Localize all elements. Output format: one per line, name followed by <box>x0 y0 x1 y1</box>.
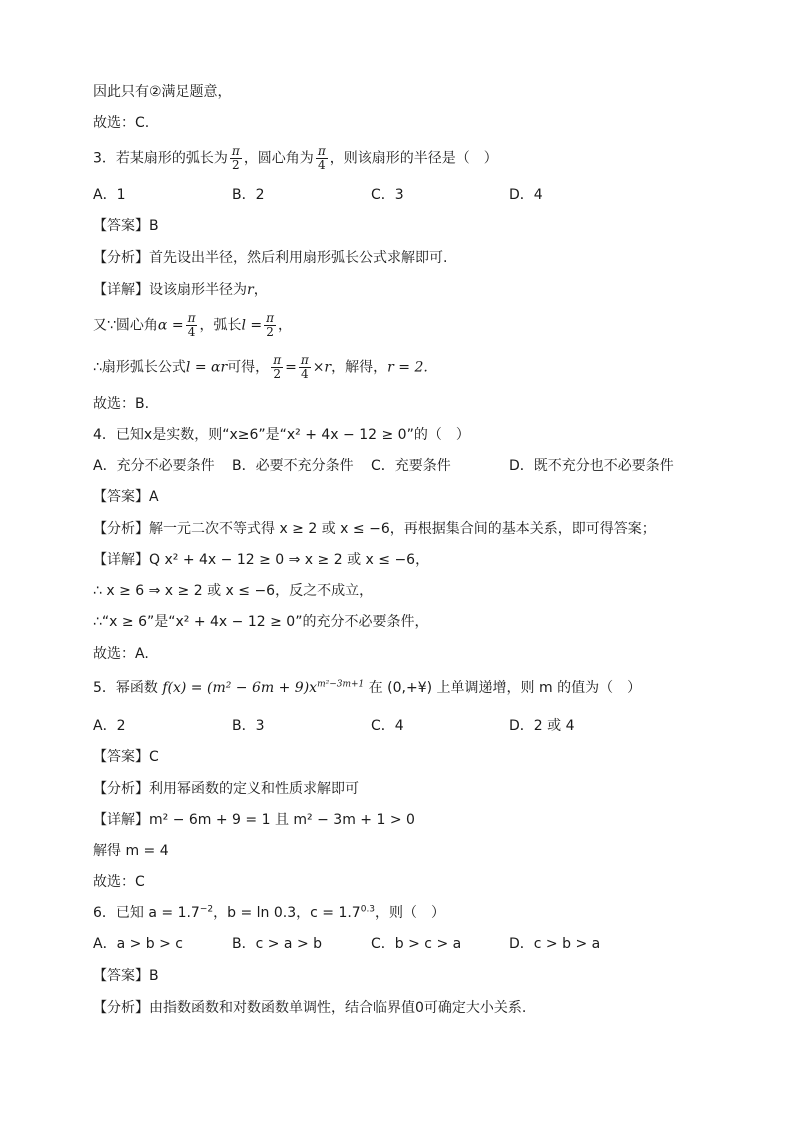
question-6-stem: 6．已知 $a = 1.7^{-2}$，b = ln 0.3，$c = 1.7^{0.3}$，则（ ） <box>93 904 446 921</box>
q4-option-c: C．充要条件 <box>371 458 451 474</box>
q6-option-c: C．b > c > a <box>371 936 462 952</box>
q5-detail: 【详解】m² − 6m + 9 = 1 且 m² − 3m + 1 > 0 <box>93 812 415 828</box>
q5-option-a: A．2 <box>93 718 126 734</box>
q3-detail-line2: 又∵圆心角α = $\frac{\pi}{4}$ ，弧长l = $\frac{\pi}{2}$ ， <box>93 311 293 339</box>
question-5-stem: 5．幂函数 $f(x) = (m^2 - 6m + 9)x^{m^2-3m+1}$ 在 (0,+¥) 上单调递增，则 m 的值为（ ） <box>93 679 642 696</box>
q5-choose: 故选：C <box>93 874 145 890</box>
q6-analysis: 【分析】由指数函数和对数函数单调性，结合临界值0可确定大小关系. <box>93 1000 527 1016</box>
q4-detail-line3: ∴“x ≥ 6”是“x² + 4x − 12 ≥ 0”的充分不必要条件， <box>93 614 429 630</box>
q5-analysis: 【分析】利用幂函数的定义和性质求解即可 <box>93 781 359 797</box>
q4-option-a: A．充分不必要条件 <box>93 458 215 474</box>
q5-answer: 【答案】C <box>93 749 159 765</box>
q6-answer: 【答案】B <box>93 968 159 984</box>
q4-option-d: D．既不充分也不必要条件 <box>509 458 674 474</box>
q3-detail-line3: ∴扇形弧长公式l = αr可得， $\frac{\pi}{2}$ = $\frac{\pi}{4}$ ×r，解得，r = 2. <box>93 353 428 381</box>
q4-choose: 故选：A. <box>93 646 149 662</box>
q4-detail: 【详解】Q x² + 4x − 12 ≥ 0 ⇒ x ≥ 2 或 x ≤ −6， <box>93 552 430 568</box>
q3-choose: 故选：B. <box>93 396 150 412</box>
q3-analysis: 【分析】首先设出半径，然后利用扇形弧长公式求解即可. <box>93 250 448 266</box>
q5-option-b: B．3 <box>232 718 265 734</box>
q3-option-c: C．3 <box>371 187 404 203</box>
q4-analysis: 【分析】解一元二次不等式得 x ≥ 2 或 x ≤ −6，再根据集合间的基本关系，即可得答案； <box>93 521 656 537</box>
q3-option-b: B．2 <box>232 187 265 203</box>
q5-option-c: C．4 <box>371 718 404 734</box>
question-4-stem: 4．已知x是实数，则“x≥6”是“x² + 4x − 12 ≥ 0”的（ ） <box>93 427 470 443</box>
q6-option-d: D．c > b > a <box>509 936 601 952</box>
q5-option-d: D．2 或 4 <box>509 718 575 734</box>
q4-detail-line2: ∴ x ≥ 6 ⇒ x ≥ 2 或 x ≤ −6，反之不成立， <box>93 583 374 599</box>
q6-option-a: A．a > b > c <box>93 936 184 952</box>
text-line: 故选：C. <box>93 115 150 131</box>
question-3-stem: 3．若某扇形的弧长为 $\frac{\pi}{2}$ ，圆心角为 $\frac{\pi}{4}$ ，则该扇形的半径是（ ） <box>93 144 498 172</box>
q4-option-b: B．必要不充分条件 <box>232 458 354 474</box>
q3-option-a: A．1 <box>93 187 126 203</box>
q4-answer: 【答案】A <box>93 489 159 505</box>
q5-detail-line2: 解得 m = 4 <box>93 843 169 859</box>
q3-option-d: D．4 <box>509 187 543 203</box>
text-line: 因此只有②满足题意， <box>93 84 232 100</box>
q6-option-b: B．c > a > b <box>232 936 323 952</box>
q3-answer: 【答案】B <box>93 218 159 234</box>
q3-detail: 【详解】设该扇形半径为r， <box>93 282 268 298</box>
